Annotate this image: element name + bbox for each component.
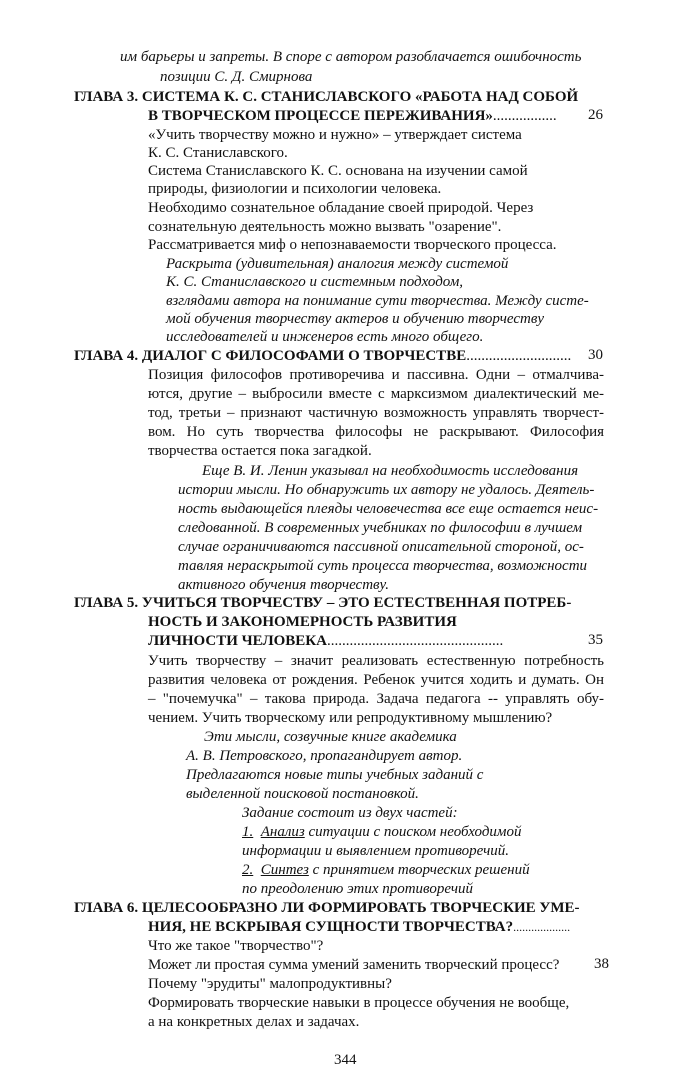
comment-line: тавляя нераскрытой суть процесса творчества, возможности — [178, 558, 588, 574]
comment-line: выделенной поисковой постановкой. — [186, 786, 419, 802]
summary-line: Почему "эрудиты" малопродуктивны? — [148, 976, 392, 992]
comment-line: Предлагаются новые типы учебных заданий с — [186, 767, 484, 783]
chapter-6-heading: ГЛАВА 6. ЦЕЛЕСООБРАЗНО ЛИ ФОРМИРОВАТЬ ТВОРЧЕСКИЕ УМЕ- — [74, 900, 580, 916]
summary-line: Необходимо сознательное обладание своей природой. Через — [148, 200, 534, 216]
comment-line: Еще В. И. Ленин указывал на необходимость исследования — [202, 463, 579, 479]
chapter-3-heading-text: В ТВОРЧЕСКОМ ПРОЦЕССЕ ПЕРЕЖИВАНИЯ» — [148, 108, 493, 124]
comment-line: активного обучения творчеству. — [178, 577, 390, 593]
comment-line: Раскрыта (удивительная) аналогия между системой — [166, 256, 509, 272]
chapter-4-heading-text: ГЛАВА 4. ДИАЛОГ С ФИЛОСОФАМИ О ТВОРЧЕСТВЕ — [74, 348, 467, 364]
chapter-6-page: 38 — [594, 956, 609, 972]
comment-line: Задание состоит из двух частей: — [242, 805, 458, 821]
summary-line: ются, другие – выбросили вместе с марксизмом диалектический ме- — [148, 386, 604, 402]
comment-line: ность выдающейся плеяды человечества все еще остается неис- — [178, 501, 599, 517]
list-text: с принятием творческих решений — [308, 862, 530, 878]
summary-line: Система Станиславского К. С. основана на изучении самой — [148, 163, 528, 179]
comment-line: исследователей и инженеров есть много общего. — [166, 329, 484, 345]
comment-line: по преодолению этих противоречий — [242, 881, 473, 897]
comment-line: Эти мысли, созвучные книге академика — [204, 729, 457, 745]
comment-line — [242, 861, 530, 879]
summary-line: Рассматривается миф о непознаваемости творческого процесса. — [148, 237, 557, 253]
page-number: 344 — [334, 1052, 357, 1068]
comment-line: К. С. Станиславского и системным подходом, — [166, 274, 464, 290]
toc-leader-dots: ................... — [513, 920, 571, 934]
list-text: ситуации с поиском необходимой — [304, 824, 522, 840]
chapter-5-page: 35 — [588, 632, 603, 648]
list-number: 2. — [242, 862, 254, 878]
summary-line: творчества остается пока загадкой. — [148, 443, 372, 459]
summary-line: Может ли простая сумма умений заменить творческий процесс? — [148, 957, 560, 973]
toc-leader-dots: ............................................... — [327, 633, 504, 649]
chapter-3-heading — [148, 107, 557, 125]
list-number: 1. — [242, 824, 254, 840]
intro-line: им барьеры и запреты. В споре с автором разоблачается ошибочность — [120, 49, 582, 65]
summary-line: Учить творчеству – значит реализовать естественную потребность — [148, 653, 604, 669]
chapter-6-heading-text: НИЯ, НЕ ВСКРЫВАЯ СУЩНОСТИ ТВОРЧЕСТВА? — [148, 919, 514, 935]
summary-line: «Учить творчеству можно и нужно» – утверждает система — [148, 127, 522, 143]
comment-line: мой обучения творчеству актеров и обучению творчеству — [166, 311, 545, 327]
summary-line: тод, третьи – признают частичную возможность управлять творчест- — [148, 405, 604, 421]
comment-line: истории мысли. Но обнаружить их автору не удалось. Деятель- — [178, 482, 595, 498]
comment-line: А. В. Петровского, пропагандирует автор. — [186, 748, 463, 764]
summary-line: чением. Учить творческому или репродуктивному мышлению? — [148, 710, 553, 726]
chapter-3-page: 26 — [588, 107, 603, 123]
summary-line: вом. Но суть творчества философы не раскрывают. Философия — [148, 424, 604, 440]
chapter-4-heading — [74, 347, 571, 365]
summary-line: а на конкретных делах и задачах. — [148, 1014, 360, 1030]
toc-leader-dots: ................. — [492, 108, 557, 124]
comment-line: информации и выявлением противоречий. — [242, 843, 510, 859]
summary-line: Что же такое "творчество"? — [148, 938, 324, 954]
comment-line — [242, 823, 521, 841]
summary-line: сознательную деятельность можно вызвать "озарение". — [148, 219, 502, 235]
chapter-5-heading: ГЛАВА 5. УЧИТЬСЯ ТВОРЧЕСТВУ – ЭТО ЕСТЕСТВЕННАЯ ПОТРЕБ- — [74, 595, 572, 611]
summary-line: Формировать творческие навыки в процессе обучения не вообще, — [148, 995, 570, 1011]
chapter-4-page: 30 — [588, 347, 603, 363]
summary-line: развития человека от рождения. Ребенок учится ходить и думать. Он — [148, 672, 604, 688]
chapter-5-heading-text: ЛИЧНОСТИ ЧЕЛОВЕКА — [148, 633, 328, 649]
comment-line: следованной. В современных учебниках по философии в лучшем — [178, 520, 583, 536]
comment-line: случае ограничиваются пассивной описательной стороной, ос- — [178, 539, 584, 555]
summary-line: – "почемучка" – такова природа. Задача педагога -- управлять обу- — [148, 691, 604, 707]
chapter-5-heading: НОСТЬ И ЗАКОНОМЕРНОСТЬ РАЗВИТИЯ — [148, 614, 457, 630]
summary-line: природы, физиологии и психологии человека. — [148, 181, 442, 197]
list-keyword: Синтез — [260, 862, 309, 878]
chapter-5-heading — [148, 632, 503, 650]
list-keyword: Анализ — [260, 824, 305, 840]
chapter-6-heading — [148, 918, 570, 936]
summary-line: К. С. Станиславского. — [148, 145, 288, 161]
toc-leader-dots: ............................ — [466, 348, 572, 364]
summary-line: Позиция философов противоречива и пассивна. Одни – отмалчива- — [148, 367, 604, 383]
chapter-3-heading: ГЛАВА 3. СИСТЕМА К. С. СТАНИСЛАВСКОГО «РАБОТА НАД СОБОЙ — [74, 89, 579, 105]
intro-line: позиции С. Д. Смирнова — [160, 69, 313, 85]
comment-line: взглядами автора на понимание сути творчества. Между систе- — [166, 293, 589, 309]
